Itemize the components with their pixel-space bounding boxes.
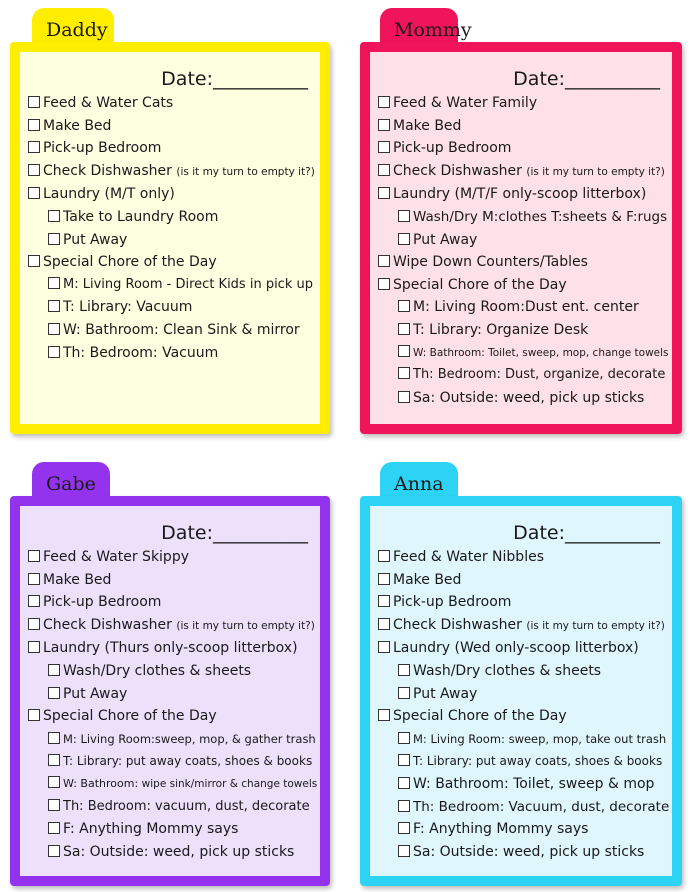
checkbox[interactable]	[28, 641, 40, 653]
sub-chore-item	[378, 296, 664, 319]
checkbox[interactable]	[48, 664, 60, 676]
checkbox[interactable]	[28, 119, 40, 131]
chore-label: Make Bed	[393, 571, 462, 588]
checkbox[interactable]	[28, 164, 40, 176]
chore-item	[28, 637, 312, 660]
chore-label: Check Dishwasher	[393, 616, 522, 633]
chore-label: M: Living Room:sweep, mop, & gather trash	[63, 731, 316, 746]
checkbox[interactable]	[398, 777, 410, 789]
chore-label: Sa: Outside: weed, pick up sticks	[413, 843, 645, 860]
checkbox[interactable]	[48, 687, 60, 699]
chore-label: W: Bathroom: Toilet, sweep & mop	[413, 775, 655, 792]
checkbox[interactable]	[48, 210, 60, 222]
chore-item	[28, 92, 312, 115]
chore-item	[378, 160, 664, 184]
checklist	[20, 506, 320, 876]
checkbox[interactable]	[378, 641, 390, 653]
chore-item	[378, 92, 664, 115]
chore-item	[28, 115, 312, 138]
sub-chore-item	[378, 773, 664, 796]
chore-item	[378, 705, 664, 728]
sub-chore-item	[28, 660, 312, 683]
chore-item	[28, 546, 312, 569]
chore-label: T: Library: put away coats, shoes & books	[63, 754, 313, 769]
checkbox[interactable]	[398, 845, 410, 857]
chore-label: Sa: Outside: weed, pick up sticks	[63, 843, 295, 860]
chore-label: M: Living Room:Dust ent. center	[413, 299, 639, 316]
chore-label: M: Living Room: sweep, mop, take out trash	[413, 731, 667, 746]
checkbox[interactable]	[48, 845, 60, 857]
chore-note: wipe sink/mirror & change towels	[141, 777, 318, 790]
checkbox[interactable]	[48, 799, 60, 811]
sub-chore-item	[28, 841, 312, 864]
sub-chore-item	[378, 660, 664, 683]
checkbox[interactable]	[378, 187, 390, 199]
chore-item	[28, 705, 312, 728]
chore-label: Put Away	[63, 231, 128, 248]
sub-chore-item	[28, 818, 312, 841]
chore-label: Laundry (Wed only-scoop litterbox)	[393, 640, 639, 657]
card-mommy	[360, 8, 682, 434]
checkbox[interactable]	[378, 141, 390, 153]
sub-chore-item	[28, 296, 312, 319]
sub-chore-item	[378, 683, 664, 706]
checkbox[interactable]	[398, 664, 410, 676]
sub-chore-item	[28, 229, 312, 252]
chore-label: M: Living Room - Direct Kids in pick up	[63, 276, 313, 292]
chore-label: Take to Laundry Room	[63, 208, 219, 225]
chore-label: T: Library: Vacuum	[63, 299, 193, 316]
chore-label: Feed & Water Skippy	[43, 549, 189, 565]
chore-label: Wash/Dry clothes & sheets	[63, 662, 252, 679]
checkbox[interactable]	[398, 732, 410, 744]
chore-label: Th: Bedroom: Vacuum, dust, decorate	[413, 798, 670, 815]
checkbox[interactable]	[378, 164, 390, 176]
checkbox[interactable]	[28, 550, 40, 562]
sub-chore-item	[378, 750, 664, 773]
chore-label: T: Library: Organize Desk	[413, 321, 589, 338]
checkbox[interactable]	[398, 367, 410, 379]
checkbox[interactable]	[398, 210, 410, 222]
chore-item	[28, 569, 312, 592]
chore-label: Laundry (Thurs only-scoop litterbox)	[43, 640, 298, 657]
sub-chore-item	[28, 683, 312, 706]
chore-item	[378, 637, 664, 660]
checkbox[interactable]	[48, 732, 60, 744]
chore-item	[378, 274, 664, 297]
chore-label: Pick-up Bedroom	[43, 140, 162, 157]
sub-chore-item	[378, 841, 664, 864]
checkbox[interactable]	[28, 573, 40, 585]
chore-label: Feed & Water Nibbles	[393, 549, 544, 565]
sub-chore-item	[378, 818, 664, 841]
checkbox[interactable]	[398, 822, 410, 834]
checkbox[interactable]	[378, 618, 390, 630]
chore-item	[28, 137, 312, 160]
chore-item	[378, 115, 664, 138]
checkbox[interactable]	[28, 141, 40, 153]
chore-label: Th: Bedroom: Dust, organize, decorate	[413, 367, 666, 383]
chore-note: Toilet, sweep, mop, change towels	[488, 346, 669, 359]
checkbox[interactable]	[48, 323, 60, 335]
checkbox[interactable]	[28, 96, 40, 108]
chore-label: W: Bathroom:	[63, 776, 139, 790]
card-gabe	[10, 462, 330, 886]
checkbox[interactable]	[398, 300, 410, 312]
checkbox[interactable]	[378, 96, 390, 108]
tab-mommy: Mommy	[380, 8, 458, 52]
checkbox[interactable]	[28, 187, 40, 199]
chore-note: (is it my turn to empty it?)	[176, 619, 315, 632]
chore-label: Put Away	[413, 685, 478, 702]
checkbox[interactable]	[378, 550, 390, 562]
card-frame	[10, 42, 330, 434]
date-field[interactable]: Date:__________	[513, 68, 660, 90]
chore-item	[28, 251, 312, 274]
sub-chore-item	[378, 319, 664, 342]
chore-item	[378, 137, 664, 160]
sub-chore-item	[28, 342, 312, 365]
sub-chore-item	[378, 387, 664, 410]
sub-chore-item	[28, 773, 318, 796]
chore-label: Wash/Dry clothes & sheets	[413, 662, 602, 679]
checkbox[interactable]	[378, 255, 390, 267]
checkbox[interactable]	[398, 345, 410, 357]
chore-label: Check Dishwasher	[43, 616, 172, 633]
chore-note: (is it my turn to empty it?)	[176, 165, 315, 178]
sub-chore-item	[378, 728, 667, 751]
chore-item	[28, 614, 315, 638]
checkbox[interactable]	[28, 618, 40, 630]
chore-label: Th: Bedroom: vacuum, dust, decorate	[63, 798, 310, 814]
chore-label: Feed & Water Cats	[43, 95, 174, 111]
date-field[interactable]: Date:__________	[161, 68, 308, 90]
chore-label: Check Dishwasher	[393, 162, 522, 179]
chore-label: Wipe Down Counters/Tables	[393, 254, 588, 271]
chore-label: Laundry (M/T only)	[43, 186, 175, 203]
checkbox[interactable]	[48, 776, 60, 788]
card-frame	[360, 42, 682, 434]
chore-item	[28, 591, 312, 614]
card-anna	[360, 462, 682, 886]
sub-chore-item	[28, 206, 312, 229]
chore-label: Check Dishwasher	[43, 162, 172, 179]
checkbox[interactable]	[378, 709, 390, 721]
chore-label: Put Away	[413, 231, 478, 248]
sub-chore-item	[378, 206, 668, 229]
chore-label: Make Bed	[43, 117, 112, 134]
chore-label: Pick-up Bedroom	[393, 140, 512, 157]
chore-label: Make Bed	[393, 117, 462, 134]
chore-label: W: Bathroom:	[413, 346, 485, 359]
checkbox[interactable]	[398, 800, 410, 812]
card-frame	[10, 496, 330, 886]
checkbox[interactable]	[378, 573, 390, 585]
chore-label: W: Bathroom: Clean Sink & mirror	[63, 321, 300, 338]
chore-label: Special Chore of the Day	[43, 254, 217, 271]
checkbox[interactable]	[398, 687, 410, 699]
chore-label: Special Chore of the Day	[393, 276, 567, 293]
chore-item	[28, 183, 312, 206]
checkbox[interactable]	[378, 278, 390, 290]
sub-chore-item	[378, 364, 664, 387]
chore-item	[378, 183, 664, 206]
chore-note: (is it my turn to empty it?)	[526, 619, 665, 632]
chore-label: Pick-up Bedroom	[43, 594, 162, 611]
chore-label: Pick-up Bedroom	[393, 594, 512, 611]
chore-item	[378, 569, 664, 592]
sub-chore-item	[28, 319, 312, 342]
chore-label: Special Chore of the Day	[393, 708, 567, 725]
sub-chore-item	[378, 796, 670, 819]
chore-item	[378, 546, 664, 569]
chore-item	[378, 591, 664, 614]
checkbox[interactable]	[28, 255, 40, 267]
checkbox[interactable]	[398, 391, 410, 403]
checklist	[370, 506, 672, 876]
checkbox[interactable]	[48, 300, 60, 312]
checkbox[interactable]	[28, 595, 40, 607]
chore-label: Laundry (M/T/F only-scoop litterbox)	[393, 186, 647, 203]
chore-item	[378, 251, 664, 274]
chore-label: Make Bed	[43, 571, 112, 588]
date-field[interactable]: Date:__________	[161, 522, 308, 544]
chore-label: Sa: Outside: weed, pick up sticks	[413, 389, 645, 406]
chore-item	[378, 614, 664, 638]
checklist	[370, 52, 672, 424]
checkbox[interactable]	[48, 233, 60, 245]
checkbox[interactable]	[48, 754, 60, 766]
sub-chore-item	[28, 728, 316, 751]
checkbox[interactable]	[28, 709, 40, 721]
chore-item	[28, 160, 315, 184]
date-field[interactable]: Date:__________	[513, 522, 660, 544]
sub-chore-item	[28, 274, 312, 297]
card-frame	[360, 496, 682, 886]
chore-label: Th: Bedroom: Vacuum	[63, 344, 219, 361]
sub-chore-item	[28, 750, 312, 773]
chore-label: F: Anything Mommy says	[63, 821, 239, 838]
chore-label: Wash/Dry M:clothes T:sheets & F:rugs	[413, 208, 668, 225]
checkbox[interactable]	[378, 595, 390, 607]
chore-label: Feed & Water Family	[393, 95, 538, 111]
chore-label: T: Library: put away coats, shoes & books	[413, 754, 663, 769]
checkbox[interactable]	[398, 233, 410, 245]
chore-label: Put Away	[63, 685, 128, 702]
tab-gabe: Gabe	[32, 462, 110, 506]
sub-chore-item	[378, 229, 664, 252]
chore-label: F: Anything Mommy says	[413, 821, 589, 838]
checkbox[interactable]	[398, 323, 410, 335]
tab-anna: Anna	[380, 462, 458, 506]
sub-chore-item	[28, 796, 312, 819]
checklist	[20, 52, 320, 424]
checkbox[interactable]	[48, 822, 60, 834]
checkbox[interactable]	[398, 754, 410, 766]
checkbox[interactable]	[378, 119, 390, 131]
chore-label: Special Chore of the Day	[43, 708, 217, 725]
tab-daddy: Daddy	[32, 8, 114, 52]
card-daddy	[10, 8, 330, 434]
checkbox[interactable]	[48, 346, 60, 358]
checkbox[interactable]	[48, 277, 60, 289]
sub-chore-item	[378, 342, 669, 365]
chore-note: (is it my turn to empty it?)	[526, 165, 665, 178]
